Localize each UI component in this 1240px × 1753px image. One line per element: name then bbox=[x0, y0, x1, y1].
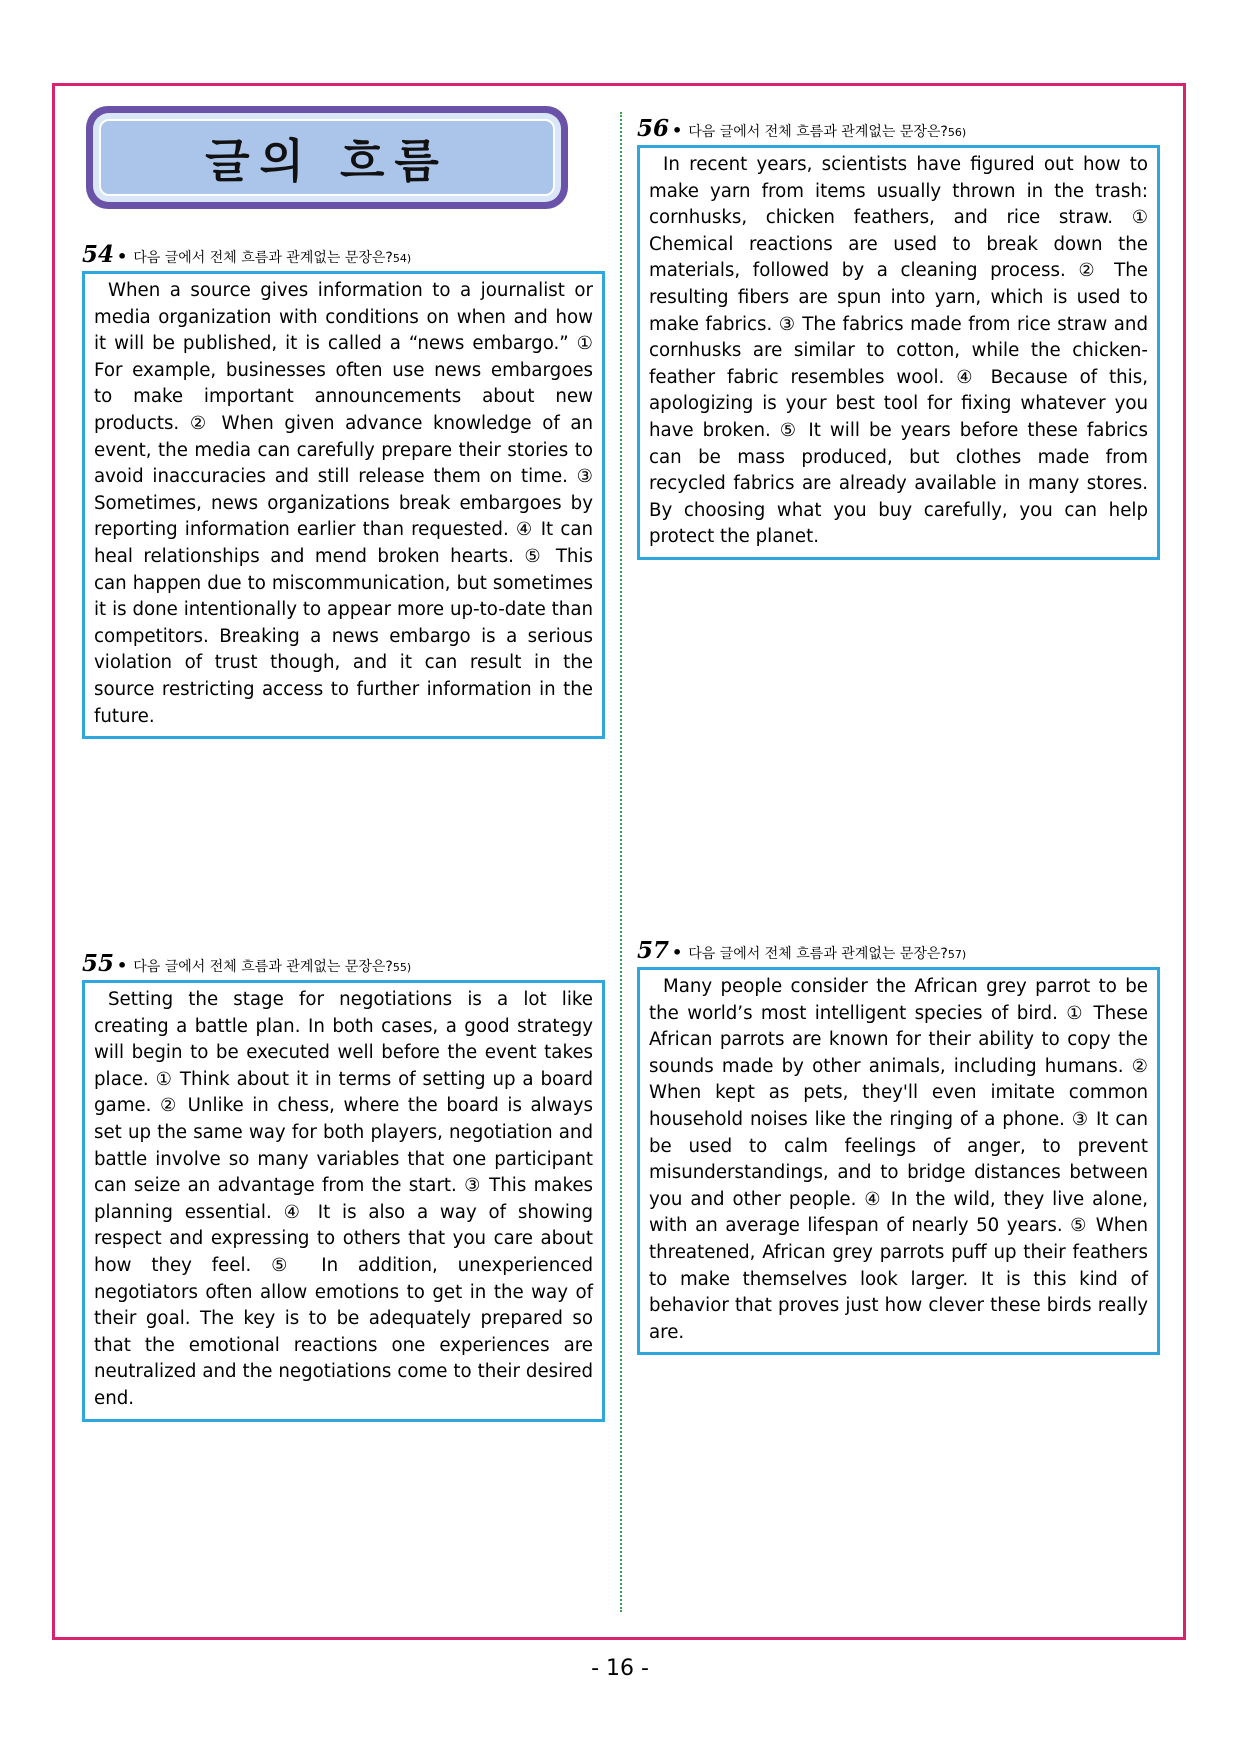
question-number: 54 bbox=[82, 241, 115, 268]
question-number: 55 bbox=[82, 950, 115, 977]
question-footnote-ref: 57) bbox=[947, 948, 967, 961]
question-header bbox=[82, 950, 605, 980]
passage-text: When a source gives information to a journalist or media organization with conditions on when and how it will be published, it is called a “news embargo.” ① For example, businesses often use news embargoes to make important announcements about new products. ② When given advance knowledge of an event, the media can carefully prepare their stories to avoid inaccuracies and still release them on time. ③ Sometimes, news organizations break embargoes by reporting information earlier than requested. ④ It can heal relationships and mend broken hearts. ⑤ This can happen due to miscommunication, but sometimes it is done intentionally to appear more up-to-date than competitors. Breaking a news embargo is a serious violation of trust though, and it can result in the source restricting access to further information in the future. bbox=[94, 280, 593, 727]
question-prompt: 다음 글에서 전체 흐름과 관계없는 문장은? bbox=[688, 946, 948, 962]
question-number: 57 bbox=[637, 937, 670, 964]
question-number-dot: • bbox=[672, 121, 683, 140]
passage-box bbox=[637, 967, 1160, 1355]
question-prompt: 다음 글에서 전체 흐름과 관계없는 문장은? bbox=[133, 959, 393, 975]
question-number: 56 bbox=[637, 115, 670, 142]
question-57 bbox=[637, 937, 1160, 1355]
section-title: 글의 흐름 bbox=[205, 133, 449, 188]
column-divider bbox=[620, 112, 622, 1612]
question-55 bbox=[82, 950, 605, 1422]
question-54 bbox=[82, 241, 605, 739]
question-prompt: 다음 글에서 전체 흐름과 관계없는 문장은? bbox=[133, 250, 393, 266]
page-number: - 16 - bbox=[591, 1656, 649, 1681]
question-number-dot: • bbox=[672, 943, 683, 962]
question-number-dot: • bbox=[117, 956, 128, 975]
question-footnote-ref: 55) bbox=[392, 961, 412, 974]
section-title-banner bbox=[86, 106, 568, 209]
question-header bbox=[82, 241, 605, 271]
question-footnote-ref: 56) bbox=[947, 126, 967, 139]
question-header bbox=[637, 937, 1160, 967]
passage-text: Setting the stage for negotiations is a lot like creating a battle plan. In both cases, a good strategy will begin to be executed well before the event takes place. ① Think about it in terms of setting up a board game. ② Unlike in chess, where the board is always set up the same way for both players, negotiation and battle involve so many variables that one participant can seize an advantage from the start. ③ This makes planning essential. ④ It is also a way of showing respect and expressing to others that you care about how they feel. ⑤ In addition, unexperienced negotiators often allow emotions to get in the way of their goal. The key is to be adequately prepared so that the emotional reactions one experiences are neutralized and the negotiations come to their desired end. bbox=[94, 989, 593, 1409]
passage-text: In recent years, scientists have figured out how to make yarn from items usually thrown in the trash: cornhusks, chicken feathers, and rice straw. ① Chemical reactions are used to break down the materials, followed by a cleaning process. ② The resulting fibers are spun into yarn, which is used to make fabrics. ③ The fabrics made from rice straw and cornhusks are similar to cotton, while the chicken-feather fabric resembles wool. ④ Because of this, apologizing is your best tool for fixing whatever you have broken. ⑤ It will be years before these fabrics can be mass produced, but clothes made from recycled fabrics are already available in many stores. By choosing what you buy carefully, you can help protect the planet. bbox=[649, 154, 1148, 548]
passage-text: Many people consider the African grey parrot to be the world’s most intelligent species of bird. ① These African parrots are known for their ability to copy the sounds made by other animals, including humans. ② When kept as pets, they'll even imitate common household noises like the ringing of a phone. ③ It can be used to calm feelings of anger, to prevent misunderstandings, and to bridge distances between you and other people. ④ In the wild, they live alone, with an average lifespan of nearly 50 years. ⑤ When threatened, African grey parrots puff up their feathers to make themselves look larger. It is this kind of behavior that proves just how clever these birds really are. bbox=[649, 976, 1148, 1343]
passage-box bbox=[82, 980, 605, 1422]
question-prompt: 다음 글에서 전체 흐름과 관계없는 문장은? bbox=[688, 124, 948, 140]
section-title-banner-mid bbox=[93, 113, 561, 202]
passage-box bbox=[637, 145, 1160, 560]
question-number-dot: • bbox=[117, 247, 128, 266]
passage-box bbox=[82, 271, 605, 739]
section-title-banner-inner bbox=[99, 119, 555, 196]
question-56 bbox=[637, 115, 1160, 560]
question-footnote-ref: 54) bbox=[392, 252, 412, 265]
question-header bbox=[637, 115, 1160, 145]
